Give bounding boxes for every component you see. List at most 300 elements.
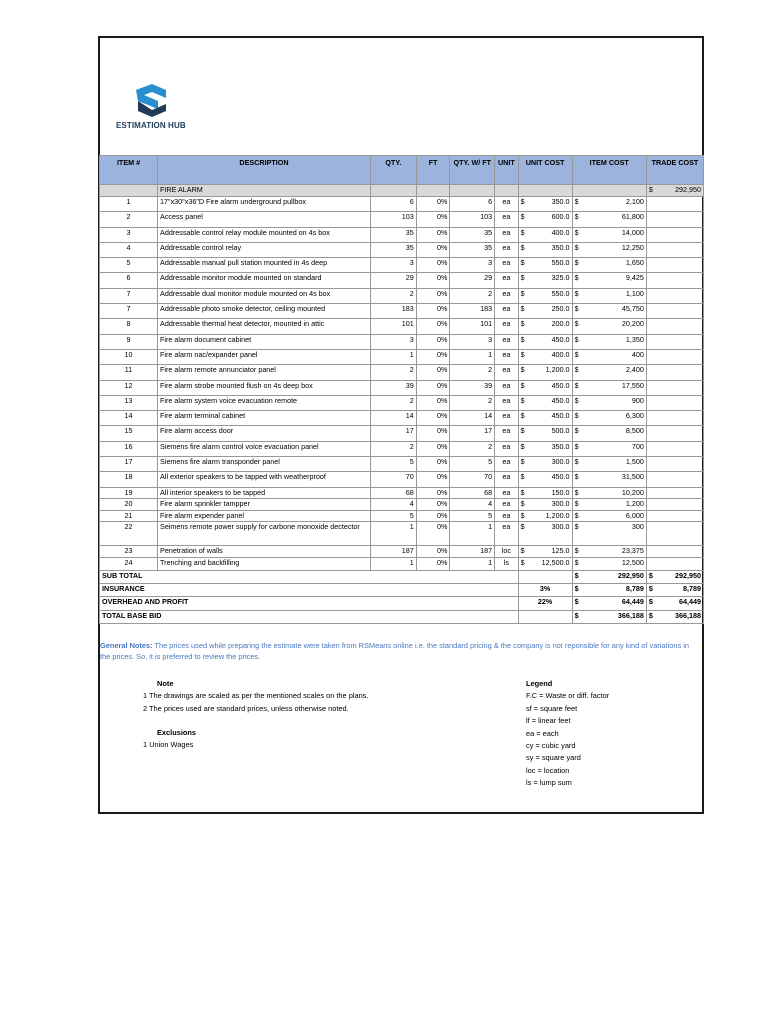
qty-ft-cell: 17: [450, 426, 495, 441]
trade-cost-cell: [646, 319, 703, 334]
legend-item: sf = square feet: [526, 703, 578, 713]
unit-cost-cell: $ 300.0: [518, 499, 572, 511]
trade-cost-cell: [646, 227, 703, 242]
total-label: SUB TOTAL: [100, 571, 519, 584]
unit-cell: ea: [495, 510, 518, 522]
header-unit-cost: UNIT COST: [518, 156, 572, 185]
general-notes-text: The prices used while preparing the estimate were taken from RSMeans online i.e. the standard pricing & the company is not reponsible for any kind of variations in the prices. So, it is preferred to review the prices.: [100, 641, 689, 661]
exclusions-block: [143, 727, 196, 752]
qty-cell: 2: [370, 365, 416, 380]
unit-cell: ea: [495, 441, 518, 456]
item-cost-cell: $ 17,550: [572, 380, 646, 395]
total-trade-cost: $ 64,449: [646, 597, 703, 610]
table-row: [100, 457, 704, 472]
item-number: 4: [100, 242, 158, 257]
item-cost-cell: $ 9,425: [572, 273, 646, 288]
qty-ft-cell: 39: [450, 380, 495, 395]
unit-cell: ea: [495, 349, 518, 364]
ft-cell: 0%: [416, 441, 450, 456]
trade-cost-cell: [646, 288, 703, 303]
item-cost-cell: $ 900: [572, 395, 646, 410]
ft-cell: 0%: [416, 212, 450, 227]
ft-cell: 0%: [416, 510, 450, 522]
total-trade-cost: $ 8,789: [646, 584, 703, 597]
unit-cell: ea: [495, 227, 518, 242]
qty-ft-cell: 5: [450, 457, 495, 472]
qty-cell: 101: [370, 319, 416, 334]
item-number: 20: [100, 499, 158, 511]
total-percent: [518, 610, 572, 623]
legend-item: F.C = Waste or diff. factor: [526, 691, 610, 701]
ft-cell: 0%: [416, 426, 450, 441]
qty-ft-cell: 70: [450, 472, 495, 487]
table-row: [100, 349, 704, 364]
table-row: [100, 426, 704, 441]
item-description: Addressable monitor module mounted on standard: [158, 273, 371, 288]
total-item-cost: $ 64,449: [572, 597, 646, 610]
item-description: Addressable control relay: [158, 242, 371, 257]
unit-cell: ea: [495, 273, 518, 288]
table-row: [100, 380, 704, 395]
qty-cell: 35: [370, 242, 416, 257]
item-number: 12: [100, 380, 158, 395]
unit-cell: ea: [495, 242, 518, 257]
qty-ft-cell: 187: [450, 546, 495, 558]
qty-ft-cell: 35: [450, 242, 495, 257]
qty-ft-cell: 4: [450, 499, 495, 511]
unit-cell: ea: [495, 426, 518, 441]
unit-cost-cell: $ 1,200.0: [518, 365, 572, 380]
table-row: [100, 365, 704, 380]
trade-cost-cell: [646, 365, 703, 380]
qty-cell: 1: [370, 522, 416, 546]
item-description: Addressable control relay module mounted on 4s box: [158, 227, 371, 242]
header-item-cost: ITEM COST: [572, 156, 646, 185]
table-row: [100, 227, 704, 242]
item-number: 8: [100, 319, 158, 334]
qty-cell: 5: [370, 510, 416, 522]
item-number: 22: [100, 522, 158, 546]
unit-cell: ls: [495, 557, 518, 570]
legend-block: [526, 678, 609, 790]
item-description: Fire alarm document cabinet: [158, 334, 371, 349]
qty-ft-cell: 5: [450, 510, 495, 522]
item-cost-cell: $ 1,500: [572, 457, 646, 472]
unit-cell: ea: [495, 304, 518, 319]
table-row: [100, 441, 704, 456]
trade-cost-cell: [646, 334, 703, 349]
qty-cell: 4: [370, 499, 416, 511]
unit-cost-cell: $ 300.0: [518, 457, 572, 472]
unit-cost-cell: $ 350.0: [518, 242, 572, 257]
table-row: [100, 557, 704, 570]
table-header-row: [100, 156, 704, 185]
section-trade-cost: $ 292,950: [646, 185, 703, 197]
table-row: [100, 212, 704, 227]
unit-cell: loc: [495, 546, 518, 558]
ft-cell: 0%: [416, 380, 450, 395]
unit-cell: ea: [495, 365, 518, 380]
ft-cell: 0%: [416, 395, 450, 410]
trade-cost-cell: [646, 426, 703, 441]
qty-cell: 6: [370, 197, 416, 212]
qty-cell: 1: [370, 557, 416, 570]
item-cost-cell: $ 1,650: [572, 258, 646, 273]
unit-cell: ea: [495, 522, 518, 546]
item-number: 7: [100, 288, 158, 303]
ft-cell: 0%: [416, 487, 450, 499]
item-number: 17: [100, 457, 158, 472]
unit-cost-cell: $ 350.0: [518, 197, 572, 212]
table-row: [100, 510, 704, 522]
item-number: 19: [100, 487, 158, 499]
item-cost-cell: $ 2,100: [572, 197, 646, 212]
qty-cell: 3: [370, 258, 416, 273]
ft-cell: 0%: [416, 522, 450, 546]
unit-cell: ea: [495, 457, 518, 472]
item-number: 24: [100, 557, 158, 570]
ft-cell: 0%: [416, 546, 450, 558]
ft-cell: 0%: [416, 472, 450, 487]
unit-cost-cell: $ 300.0: [518, 522, 572, 546]
unit-cost-cell: $ 350.0: [518, 441, 572, 456]
item-number: 14: [100, 411, 158, 426]
item-number: 5: [100, 258, 158, 273]
qty-ft-cell: 68: [450, 487, 495, 499]
ft-cell: 0%: [416, 365, 450, 380]
table-row: [100, 197, 704, 212]
section-row: [100, 185, 704, 197]
unit-cost-cell: $ 550.0: [518, 258, 572, 273]
qty-ft-cell: 1: [450, 557, 495, 570]
item-number: 21: [100, 510, 158, 522]
item-cost-cell: $ 12,250: [572, 242, 646, 257]
item-description: All exterior speakers to be tapped with weatherproof: [158, 472, 371, 487]
general-notes: [100, 640, 698, 662]
item-description: Fire alarm sprinkler tampper: [158, 499, 371, 511]
ft-cell: 0%: [416, 349, 450, 364]
item-cost-cell: $ 300: [572, 522, 646, 546]
item-description: Siemens fire alarm control voice evacuation panel: [158, 441, 371, 456]
ft-cell: 0%: [416, 242, 450, 257]
header-description: DESCRIPTION: [158, 156, 371, 185]
section-title: FIRE ALARM: [158, 185, 371, 197]
exclusions-title: Exclusions: [157, 728, 197, 737]
legend-item: ls = lump sum: [526, 778, 572, 788]
unit-cost-cell: $ 450.0: [518, 395, 572, 410]
trade-cost-cell: [646, 472, 703, 487]
item-cost-cell: $ 14,000: [572, 227, 646, 242]
item-description: Addressable photo smoke detector, ceiling mounted: [158, 304, 371, 319]
note-block: [143, 678, 368, 715]
item-number: 23: [100, 546, 158, 558]
item-cost-cell: $ 45,750: [572, 304, 646, 319]
item-cost-cell: $ 31,500: [572, 472, 646, 487]
unit-cost-cell: $ 1,200.0: [518, 510, 572, 522]
total-label: TOTAL BASE BID: [100, 610, 519, 623]
table-row: [100, 258, 704, 273]
item-cost-cell: $ 8,500: [572, 426, 646, 441]
trade-cost-cell: [646, 557, 703, 570]
header-qty: QTY.: [370, 156, 416, 185]
item-description: Fire alarm access door: [158, 426, 371, 441]
unit-cell: ea: [495, 499, 518, 511]
item-description: 17"x30"x36"D Fire alarm underground pullbox: [158, 197, 371, 212]
ft-cell: 0%: [416, 334, 450, 349]
unit-cell: ea: [495, 288, 518, 303]
item-cost-cell: $ 400: [572, 349, 646, 364]
exclusion-item: 1 Union Wages: [143, 740, 194, 750]
item-cost-cell: $ 23,375: [572, 546, 646, 558]
unit-cell: ea: [495, 472, 518, 487]
table-row: [100, 319, 704, 334]
trade-cost-cell: [646, 411, 703, 426]
trade-cost-cell: [646, 546, 703, 558]
trade-cost-cell: [646, 242, 703, 257]
unit-cost-cell: $ 450.0: [518, 334, 572, 349]
total-item-cost: $ 8,789: [572, 584, 646, 597]
unit-cost-cell: $ 450.0: [518, 380, 572, 395]
item-number: 9: [100, 334, 158, 349]
total-label: INSURANCE: [100, 584, 519, 597]
note-item: 2 The prices used are standard prices, unless otherwise noted.: [143, 703, 349, 713]
total-percent: 22%: [518, 597, 572, 610]
unit-cost-cell: $ 400.0: [518, 227, 572, 242]
item-cost-cell: $ 700: [572, 441, 646, 456]
total-label: OVERHEAD AND PROFIT: [100, 597, 519, 610]
trade-cost-cell: [646, 212, 703, 227]
unit-cell: ea: [495, 487, 518, 499]
ft-cell: 0%: [416, 288, 450, 303]
trade-cost-cell: [646, 522, 703, 546]
unit-cost-cell: $ 400.0: [518, 349, 572, 364]
item-description: Seimens remote power supply for carbone monoxide dectector: [158, 522, 371, 546]
qty-cell: 187: [370, 546, 416, 558]
legend-item: cy = cubic yard: [526, 741, 576, 751]
trade-cost-cell: [646, 273, 703, 288]
table-row: [100, 304, 704, 319]
trade-cost-cell: [646, 487, 703, 499]
general-notes-label: General Notes:: [100, 641, 153, 650]
qty-cell: 29: [370, 273, 416, 288]
item-description: Access panel: [158, 212, 371, 227]
note-title: Note: [157, 679, 174, 688]
qty-ft-cell: 6: [450, 197, 495, 212]
legend-item: lf = linear feet: [526, 716, 571, 726]
legend-title: Legend: [526, 679, 553, 688]
trade-cost-cell: [646, 395, 703, 410]
item-description: Fire alarm strobe mounted flush on 4s deep box: [158, 380, 371, 395]
item-number: 13: [100, 395, 158, 410]
unit-cost-cell: $ 450.0: [518, 472, 572, 487]
item-description: Fire alarm terminal cabinet: [158, 411, 371, 426]
qty-ft-cell: 3: [450, 258, 495, 273]
qty-ft-cell: 101: [450, 319, 495, 334]
item-number: 10: [100, 349, 158, 364]
qty-ft-cell: 14: [450, 411, 495, 426]
item-description: Fire alarm remote annunciator panel: [158, 365, 371, 380]
qty-ft-cell: 1: [450, 522, 495, 546]
trade-cost-cell: [646, 457, 703, 472]
table-row: [100, 273, 704, 288]
trade-cost-cell: [646, 499, 703, 511]
header-item: ITEM #: [100, 156, 158, 185]
trade-cost-cell: [646, 258, 703, 273]
legend-item: sy = square yard: [526, 753, 581, 763]
unit-cell: ea: [495, 197, 518, 212]
unit-cell: ea: [495, 411, 518, 426]
item-cost-cell: $ 1,200: [572, 499, 646, 511]
qty-ft-cell: 103: [450, 212, 495, 227]
total-row: [100, 610, 704, 623]
unit-cost-cell: $ 200.0: [518, 319, 572, 334]
header-unit: UNIT: [495, 156, 518, 185]
qty-ft-cell: 1: [450, 349, 495, 364]
total-row: [100, 584, 704, 597]
unit-cell: ea: [495, 334, 518, 349]
qty-cell: 14: [370, 411, 416, 426]
total-row: [100, 597, 704, 610]
ft-cell: 0%: [416, 557, 450, 570]
ft-cell: 0%: [416, 319, 450, 334]
qty-cell: 70: [370, 472, 416, 487]
qty-cell: 5: [370, 457, 416, 472]
qty-cell: 103: [370, 212, 416, 227]
ft-cell: 0%: [416, 227, 450, 242]
trade-cost-cell: [646, 349, 703, 364]
item-number: 11: [100, 365, 158, 380]
qty-cell: 39: [370, 380, 416, 395]
item-description: Fire alarm system voice evacuation remote: [158, 395, 371, 410]
table-row: [100, 499, 704, 511]
qty-cell: 68: [370, 487, 416, 499]
unit-cell: ea: [495, 319, 518, 334]
total-percent: [518, 571, 572, 584]
qty-cell: 17: [370, 426, 416, 441]
item-description: Addressable dual monitor module mounted on 4s box: [158, 288, 371, 303]
table-row: [100, 242, 704, 257]
qty-cell: 183: [370, 304, 416, 319]
item-description: All interior speakers to be tapped: [158, 487, 371, 499]
item-description: Penetration of walls: [158, 546, 371, 558]
ft-cell: 0%: [416, 197, 450, 212]
item-number: 3: [100, 227, 158, 242]
item-cost-cell: $ 20,200: [572, 319, 646, 334]
qty-cell: 3: [370, 334, 416, 349]
unit-cell: ea: [495, 212, 518, 227]
unit-cell: ea: [495, 395, 518, 410]
item-number: 18: [100, 472, 158, 487]
item-cost-cell: $ 1,350: [572, 334, 646, 349]
header-qty-with-ft: QTY. W/ FT: [450, 156, 495, 185]
table-row: [100, 487, 704, 499]
item-number: 16: [100, 441, 158, 456]
table-row: [100, 395, 704, 410]
item-cost-cell: $ 6,300: [572, 411, 646, 426]
ft-cell: 0%: [416, 499, 450, 511]
item-number: 15: [100, 426, 158, 441]
trade-cost-cell: [646, 441, 703, 456]
item-cost-cell: $ 2,400: [572, 365, 646, 380]
unit-cost-cell: $ 250.0: [518, 304, 572, 319]
trade-cost-cell: [646, 197, 703, 212]
qty-ft-cell: 29: [450, 273, 495, 288]
item-cost-cell: $ 12,500: [572, 557, 646, 570]
total-trade-cost: $ 366,188: [646, 610, 703, 623]
trade-cost-cell: [646, 304, 703, 319]
total-item-cost: $ 366,188: [572, 610, 646, 623]
item-cost-cell: $ 61,800: [572, 212, 646, 227]
table-row: [100, 546, 704, 558]
table-row: [100, 522, 704, 546]
trade-cost-cell: [646, 510, 703, 522]
ft-cell: 0%: [416, 457, 450, 472]
unit-cost-cell: $ 500.0: [518, 426, 572, 441]
qty-cell: 2: [370, 441, 416, 456]
ft-cell: 0%: [416, 258, 450, 273]
item-cost-cell: $ 10,200: [572, 487, 646, 499]
table-row: [100, 334, 704, 349]
trade-cost-cell: [646, 380, 703, 395]
unit-cost-cell: $ 600.0: [518, 212, 572, 227]
item-description: Siemens fire alarm transponder panel: [158, 457, 371, 472]
table-row: [100, 288, 704, 303]
item-description: Addressable thermal heat detector, mounted in attic: [158, 319, 371, 334]
ft-cell: 0%: [416, 304, 450, 319]
qty-ft-cell: 2: [450, 288, 495, 303]
qty-ft-cell: 2: [450, 395, 495, 410]
unit-cost-cell: $ 150.0: [518, 487, 572, 499]
qty-ft-cell: 3: [450, 334, 495, 349]
qty-cell: 1: [370, 349, 416, 364]
item-number: 7: [100, 304, 158, 319]
total-trade-cost: $ 292,950: [646, 571, 703, 584]
brand-name: ESTIMATION HUB: [116, 121, 186, 130]
qty-cell: 35: [370, 227, 416, 242]
qty-ft-cell: 35: [450, 227, 495, 242]
total-percent: 3%: [518, 584, 572, 597]
header-ft: FT: [416, 156, 450, 185]
item-description: Fire alarm expender panel: [158, 510, 371, 522]
qty-cell: 2: [370, 395, 416, 410]
note-item: 1 The drawings are scaled as per the mentioned scales on the plans.: [143, 691, 369, 701]
table-row: [100, 472, 704, 487]
unit-cost-cell: $ 450.0: [518, 411, 572, 426]
total-item-cost: $ 292,950: [572, 571, 646, 584]
ft-cell: 0%: [416, 411, 450, 426]
item-number: 6: [100, 273, 158, 288]
item-description: Addressable manual pull station mounted in 4s deep: [158, 258, 371, 273]
unit-cost-cell: $ 12,500.0: [518, 557, 572, 570]
total-row: [100, 571, 704, 584]
legend-item: loc = location: [526, 765, 570, 775]
unit-cell: ea: [495, 258, 518, 273]
item-description: Fire alarm nac/expander panel: [158, 349, 371, 364]
unit-cost-cell: $ 550.0: [518, 288, 572, 303]
unit-cell: ea: [495, 380, 518, 395]
legend-item: ea = each: [526, 728, 559, 738]
item-number: 1: [100, 197, 158, 212]
table-row: [100, 411, 704, 426]
unit-cost-cell: $ 125.0: [518, 546, 572, 558]
qty-cell: 2: [370, 288, 416, 303]
item-number: 2: [100, 212, 158, 227]
item-description: Trenching and backfilling: [158, 557, 371, 570]
qty-ft-cell: 2: [450, 441, 495, 456]
unit-cost-cell: $ 325.0: [518, 273, 572, 288]
estimate-table: [99, 155, 704, 624]
qty-ft-cell: 2: [450, 365, 495, 380]
